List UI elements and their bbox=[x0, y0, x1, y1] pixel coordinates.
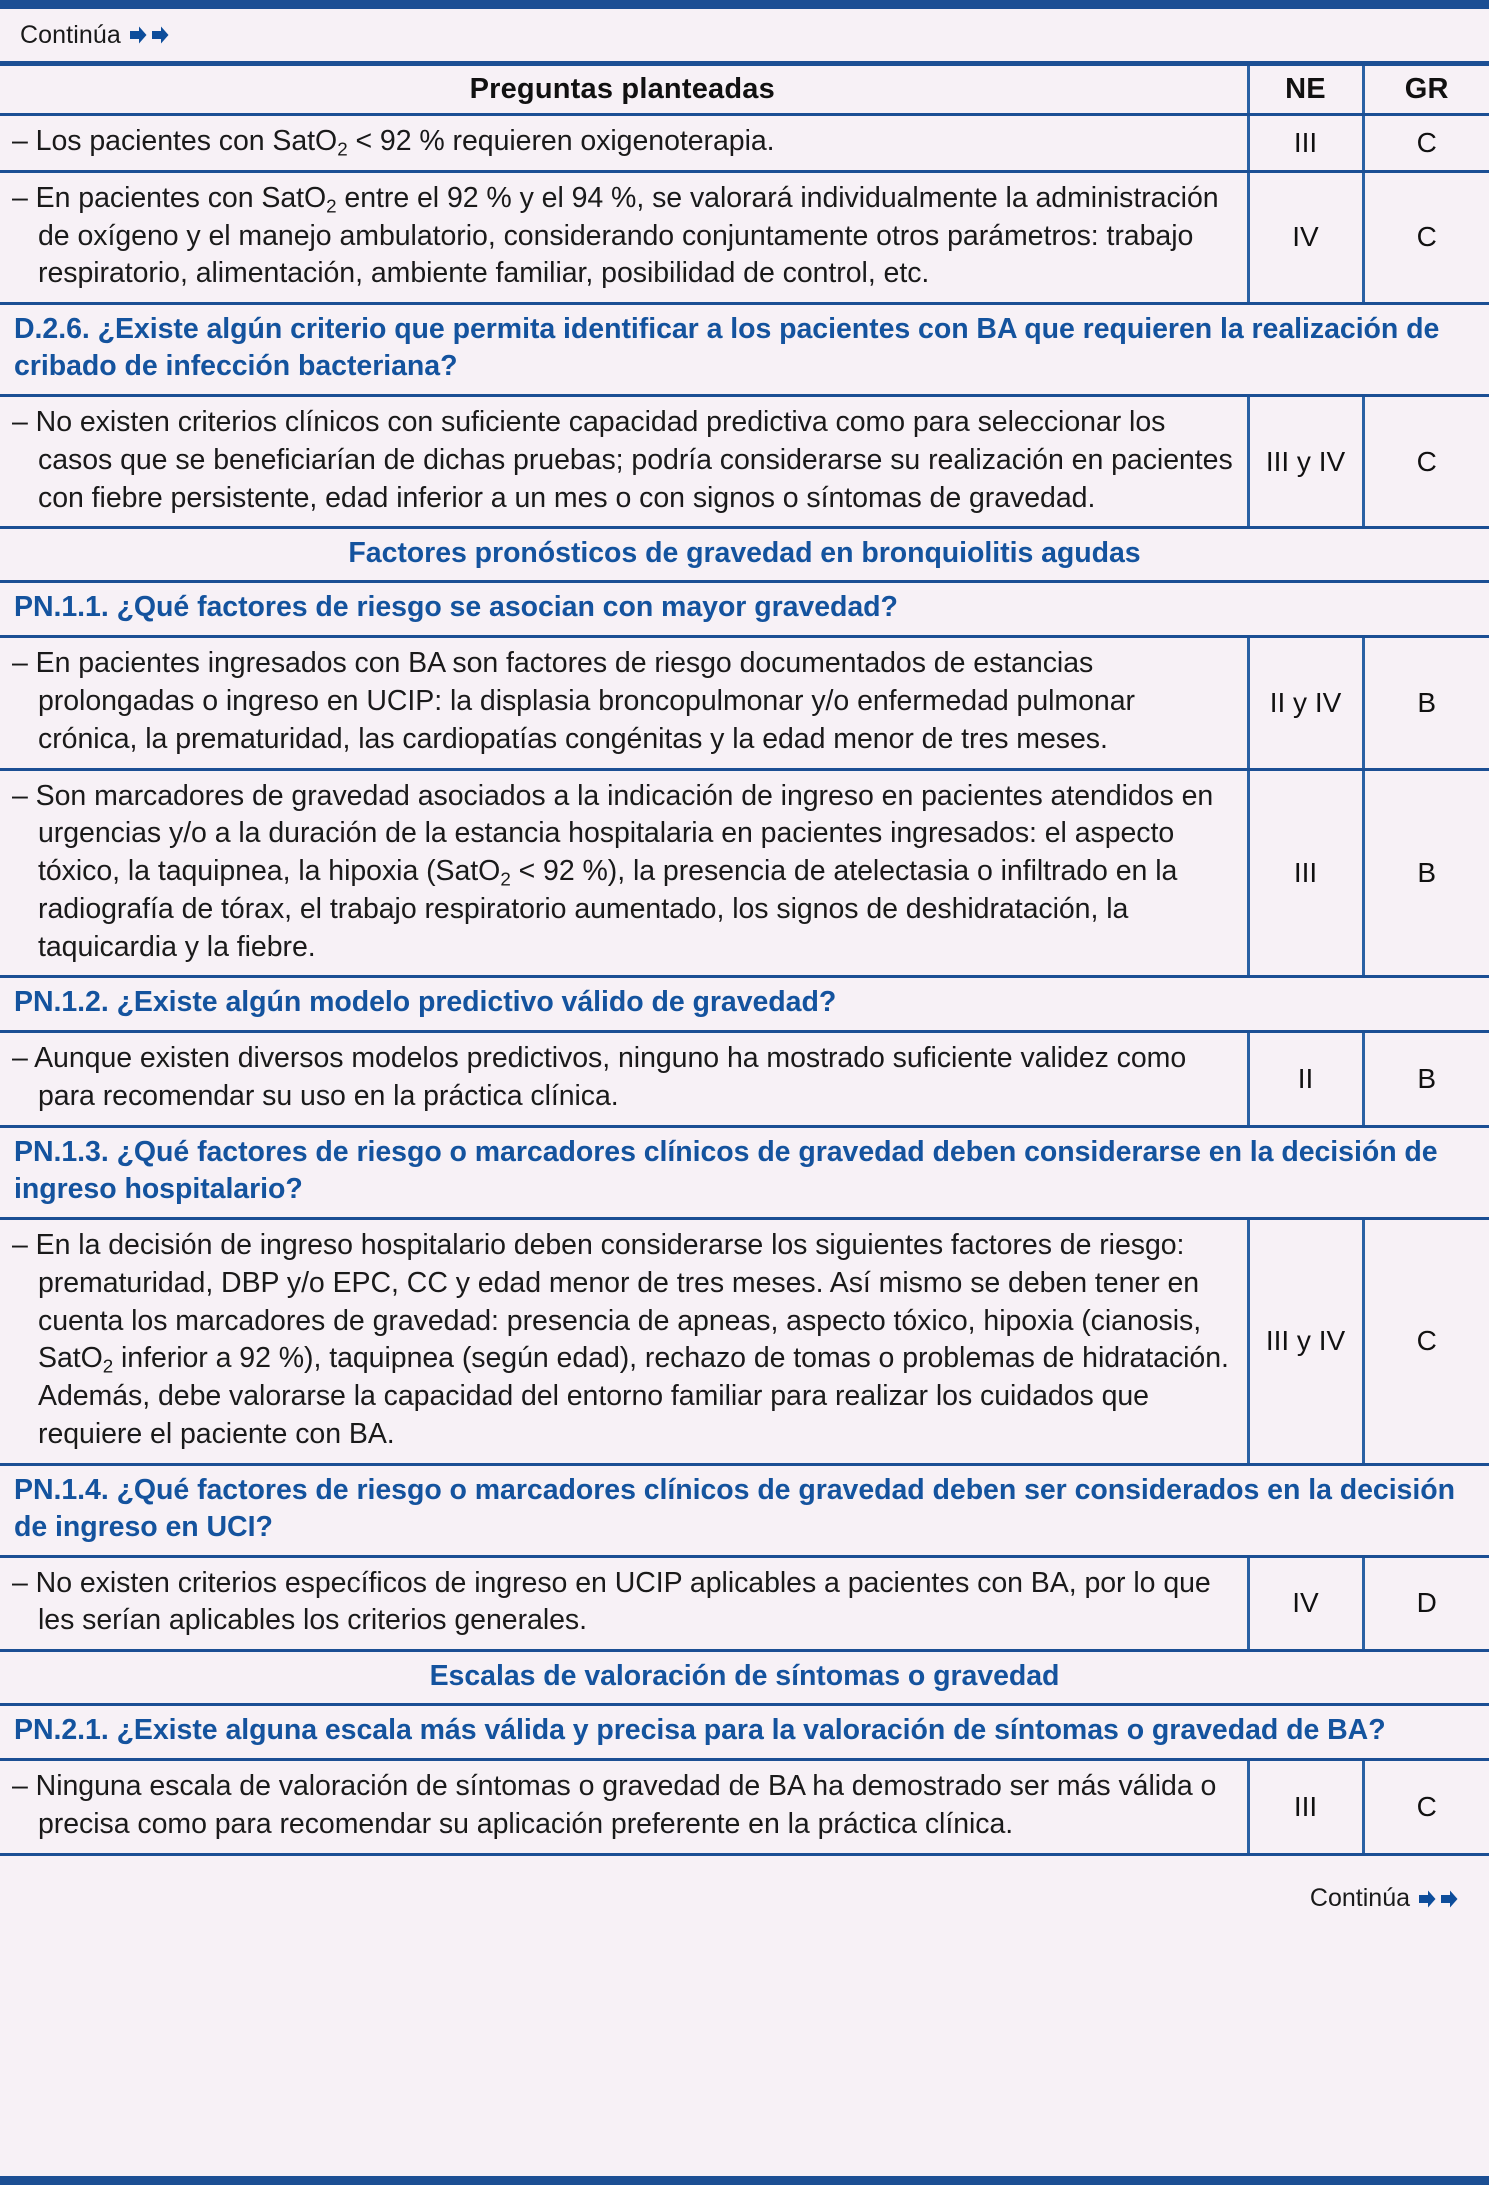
continue-arrow-icon bbox=[130, 22, 174, 47]
ne-cell: III bbox=[1248, 1760, 1363, 1855]
table-row bbox=[0, 396, 1489, 528]
statement-cell bbox=[0, 1219, 1248, 1465]
table-header-row bbox=[0, 64, 1489, 115]
table-row bbox=[0, 637, 1489, 769]
question-row bbox=[0, 1126, 1489, 1218]
question-text: D.2.6. ¿Existe algún criterio que permita identificar a los pacientes con BA que requieren la realización de cribado de infección bacteriana? bbox=[14, 313, 1440, 383]
section-band-text: Factores pronósticos de gravedad en bronquiolitis agudas bbox=[348, 537, 1141, 570]
gr-cell: C bbox=[1363, 115, 1489, 172]
question-row bbox=[0, 582, 1489, 637]
continua-top-label: Continúa bbox=[20, 20, 121, 49]
ne-cell: II y IV bbox=[1248, 637, 1363, 769]
question-cell bbox=[0, 304, 1489, 396]
statement-text: – Aunque existen diversos modelos predictivos, ninguno ha mostrado suficiente validez como para recomendar su uso en la práctica clínica. bbox=[12, 1042, 1187, 1113]
statement-cell bbox=[0, 171, 1248, 303]
gr-cell: C bbox=[1363, 171, 1489, 303]
continua-bottom-label: Continúa bbox=[1309, 1884, 1410, 1913]
question-text: PN.1.1. ¿Qué factores de riesgo se asocian con mayor gravedad? bbox=[14, 591, 898, 624]
statement-cell bbox=[0, 1760, 1248, 1855]
question-row bbox=[0, 1705, 1489, 1760]
table-row bbox=[0, 1032, 1489, 1127]
statement-text: – En la decisión de ingreso hospitalario deben considerarse los siguientes factores de riesgo: prematuridad, DBP y/o EPC, CC y edad menor de tres meses. Así mismo se deben tener en cuenta los marcadores de gravedad: presencia de apneas, aspecto tóxico, hipoxia (cianosis, SatO$_2$ inferior a 92 %), taquipnea (según edad), rechazo de tomas o problemas de hidratación. Además, debe valorarse la capacidad del entorno familiar para realizar los cuidados que requiere el paciente con BA. bbox=[12, 1229, 1229, 1450]
statement-text: – En pacientes ingresados con BA son factores de riesgo documentados de estancias prolongadas o ingreso en UCIP: la displasia broncopulmonar y/o enfermedad pulmonar crónica, la prematuridad, las cardiopatías congénitas y la edad menor de tres meses. bbox=[12, 647, 1135, 755]
question-row bbox=[0, 1464, 1489, 1556]
section-band-row bbox=[0, 1651, 1489, 1705]
gr-cell: D bbox=[1363, 1556, 1489, 1651]
ne-cell: III y IV bbox=[1248, 396, 1363, 528]
section-band-row bbox=[0, 528, 1489, 582]
ne-cell: III y IV bbox=[1248, 1219, 1363, 1465]
statement-cell bbox=[0, 769, 1248, 977]
gr-cell: B bbox=[1363, 637, 1489, 769]
statement-cell bbox=[0, 637, 1248, 769]
question-row bbox=[0, 977, 1489, 1032]
column-header-ne: NE bbox=[1248, 64, 1363, 115]
gr-cell: C bbox=[1363, 1219, 1489, 1465]
question-cell bbox=[0, 1464, 1489, 1556]
table-row bbox=[0, 1760, 1489, 1855]
statement-text: – No existen criterios específicos de ingreso en UCIP aplicables a pacientes con BA, por lo que les serían aplicables los criterios generales. bbox=[12, 1566, 1211, 1637]
gr-cell: C bbox=[1363, 1760, 1489, 1855]
table-row bbox=[0, 171, 1489, 303]
ne-cell: III bbox=[1248, 769, 1363, 977]
gr-cell: B bbox=[1363, 1032, 1489, 1127]
question-cell bbox=[0, 1126, 1489, 1218]
column-header-gr: GR bbox=[1363, 64, 1489, 115]
question-text: PN.1.3. ¿Qué factores de riesgo o marcadores clínicos de gravedad deben considerarse en la decisión de ingreso hospitalario? bbox=[14, 1135, 1438, 1206]
statement-text: – Los pacientes con SatO$_2$ < 92 % requieren oxigenoterapia. bbox=[12, 125, 775, 160]
table-row bbox=[0, 115, 1489, 172]
section-band-text: Escalas de valoración de síntomas o gravedad bbox=[429, 1660, 1060, 1693]
statement-cell bbox=[0, 115, 1248, 172]
table-row bbox=[0, 1556, 1489, 1651]
statement-cell bbox=[0, 1556, 1248, 1651]
question-row bbox=[0, 304, 1489, 396]
ne-cell: IV bbox=[1248, 171, 1363, 303]
column-header-preguntas: Preguntas planteadas bbox=[0, 64, 1248, 115]
gr-cell: C bbox=[1363, 396, 1489, 528]
statement-text: – En pacientes con SatO$_2$ entre el 92 % y el 94 %, se valorará individualmente la administración de oxígeno y el manejo ambulatorio, considerando conjuntamente otros parámetros: trabajo respiratorio, alimentación, ambiente familiar, posibilidad de control, etc. bbox=[12, 181, 1219, 290]
table-header bbox=[0, 64, 1489, 115]
question-cell bbox=[0, 977, 1489, 1032]
table-body bbox=[0, 115, 1489, 1855]
ne-cell: IV bbox=[1248, 1556, 1363, 1651]
table-row bbox=[0, 769, 1489, 977]
question-text: PN.1.2. ¿Existe algún modelo predictivo válido de gravedad? bbox=[14, 986, 837, 1019]
statement-text: – Ninguna escala de valoración de síntomas o gravedad de BA ha demostrado ser más válida o precisa como para recomendar su aplicación preferente en la práctica clínica. bbox=[12, 1770, 1217, 1841]
continua-top bbox=[0, 9, 1489, 61]
gr-cell: B bbox=[1363, 769, 1489, 977]
recommendations-table bbox=[0, 61, 1489, 1856]
statement-cell bbox=[0, 396, 1248, 528]
table-row bbox=[0, 1219, 1489, 1465]
question-cell bbox=[0, 582, 1489, 637]
ne-cell: II bbox=[1248, 1032, 1363, 1127]
statement-text: – No existen criterios clínicos con suficiente capacidad predictiva como para seleccionar los casos que se beneficiarían de dichas pruebas; podría considerarse su realización en pacientes con fiebre persistente, edad inferior a un mes o con signos o síntomas de gravedad. bbox=[12, 406, 1233, 514]
question-text: PN.2.1. ¿Existe alguna escala más válida y precisa para la valoración de síntomas o gravedad de BA? bbox=[14, 1714, 1386, 1747]
continue-arrow-icon bbox=[1419, 1885, 1463, 1910]
statement-text: – Son marcadores de gravedad asociados a la indicación de ingreso en pacientes atendidos en urgencias y/o a la duración de la estancia hospitalaria en pacientes ingresados: el aspecto tóxico, la taquipnea, la hipoxia (SatO$_2$ < 92 %), la presencia de atelectasia o infiltrado en la radiografía de tórax, el trabajo respiratorio aumentado, los signos de deshidratación, la taquicardia y la fiebre. bbox=[12, 779, 1214, 963]
section-band-cell bbox=[0, 1651, 1489, 1705]
statement-cell bbox=[0, 1032, 1248, 1127]
ne-cell: III bbox=[1248, 115, 1363, 172]
question-text: PN.1.4. ¿Qué factores de riesgo o marcadores clínicos de gravedad deben ser considerados en la decisión de ingreso en UCI? bbox=[14, 1473, 1455, 1543]
question-cell bbox=[0, 1705, 1489, 1760]
section-band-cell bbox=[0, 528, 1489, 582]
continua-bottom bbox=[0, 1856, 1489, 1954]
